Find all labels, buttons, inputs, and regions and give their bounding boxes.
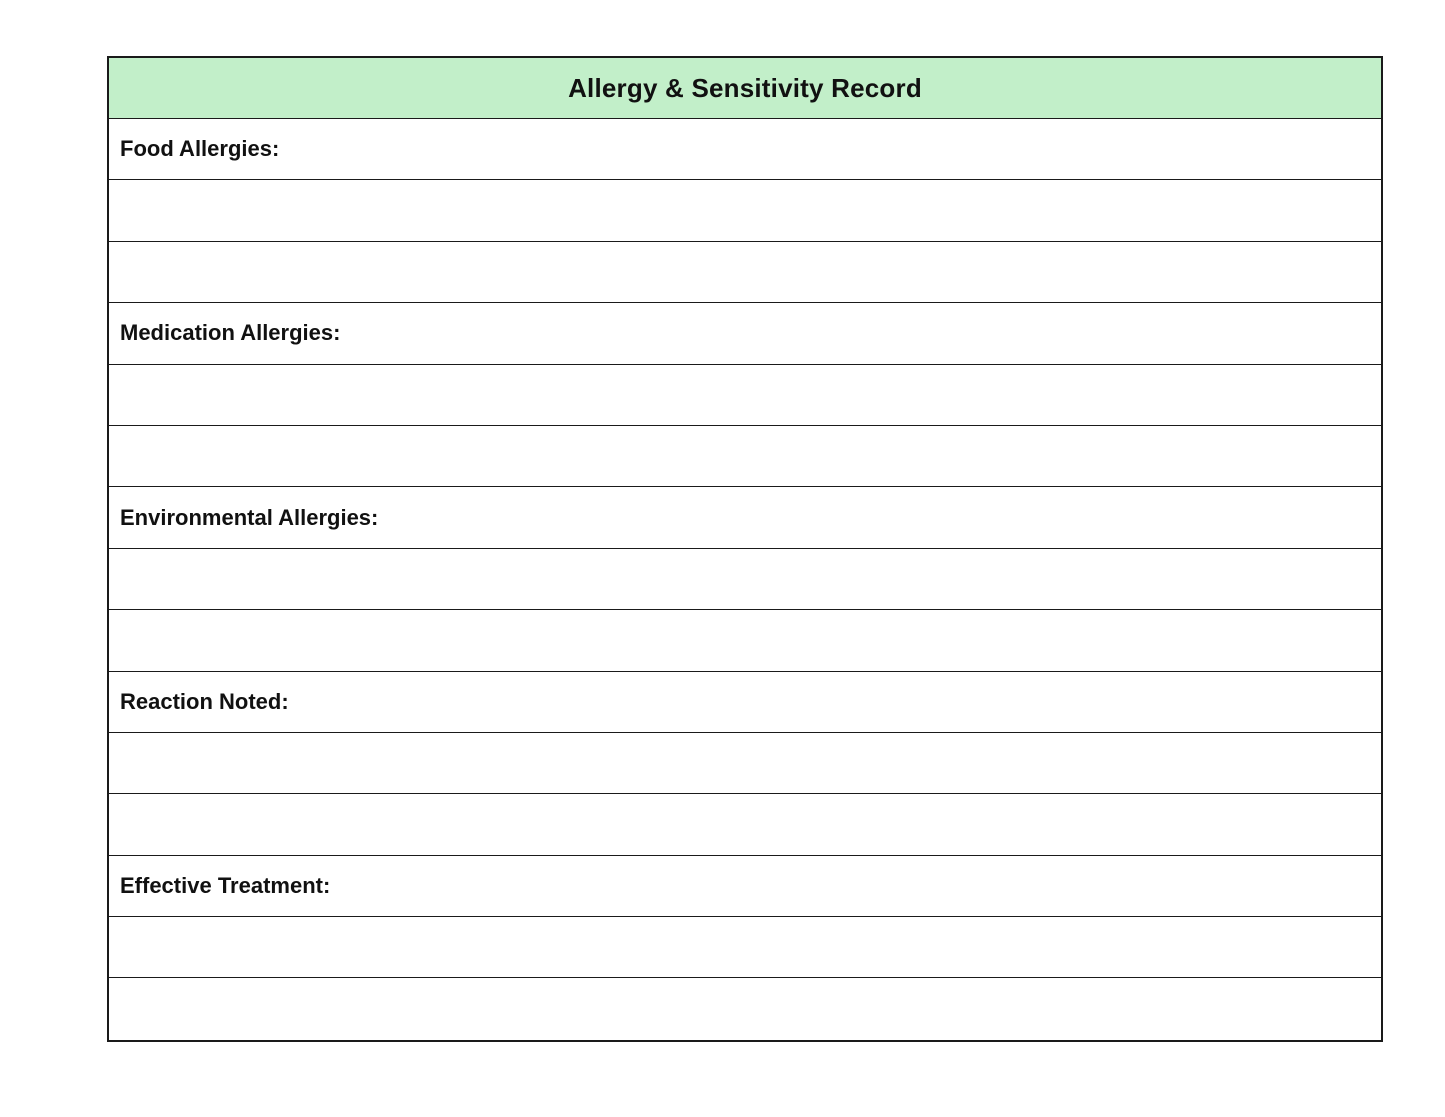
writing-line[interactable]	[109, 426, 1381, 487]
section-label: Reaction Noted:	[109, 672, 1381, 733]
writing-line[interactable]	[109, 610, 1381, 671]
form-rows	[109, 119, 1381, 1040]
section-label: Environmental Allergies:	[109, 487, 1381, 548]
writing-line[interactable]	[109, 794, 1381, 855]
section-label: Food Allergies:	[109, 119, 1381, 180]
record-title: Allergy & Sensitivity Record	[109, 58, 1381, 119]
writing-line[interactable]	[109, 365, 1381, 426]
writing-line[interactable]	[109, 242, 1381, 303]
writing-line[interactable]	[109, 549, 1381, 610]
section-label: Medication Allergies:	[109, 303, 1381, 364]
section-label: Effective Treatment:	[109, 856, 1381, 917]
writing-line[interactable]	[109, 180, 1381, 241]
writing-line[interactable]	[109, 733, 1381, 794]
allergy-record-form	[107, 56, 1383, 1042]
writing-line[interactable]	[109, 978, 1381, 1039]
writing-line[interactable]	[109, 917, 1381, 978]
